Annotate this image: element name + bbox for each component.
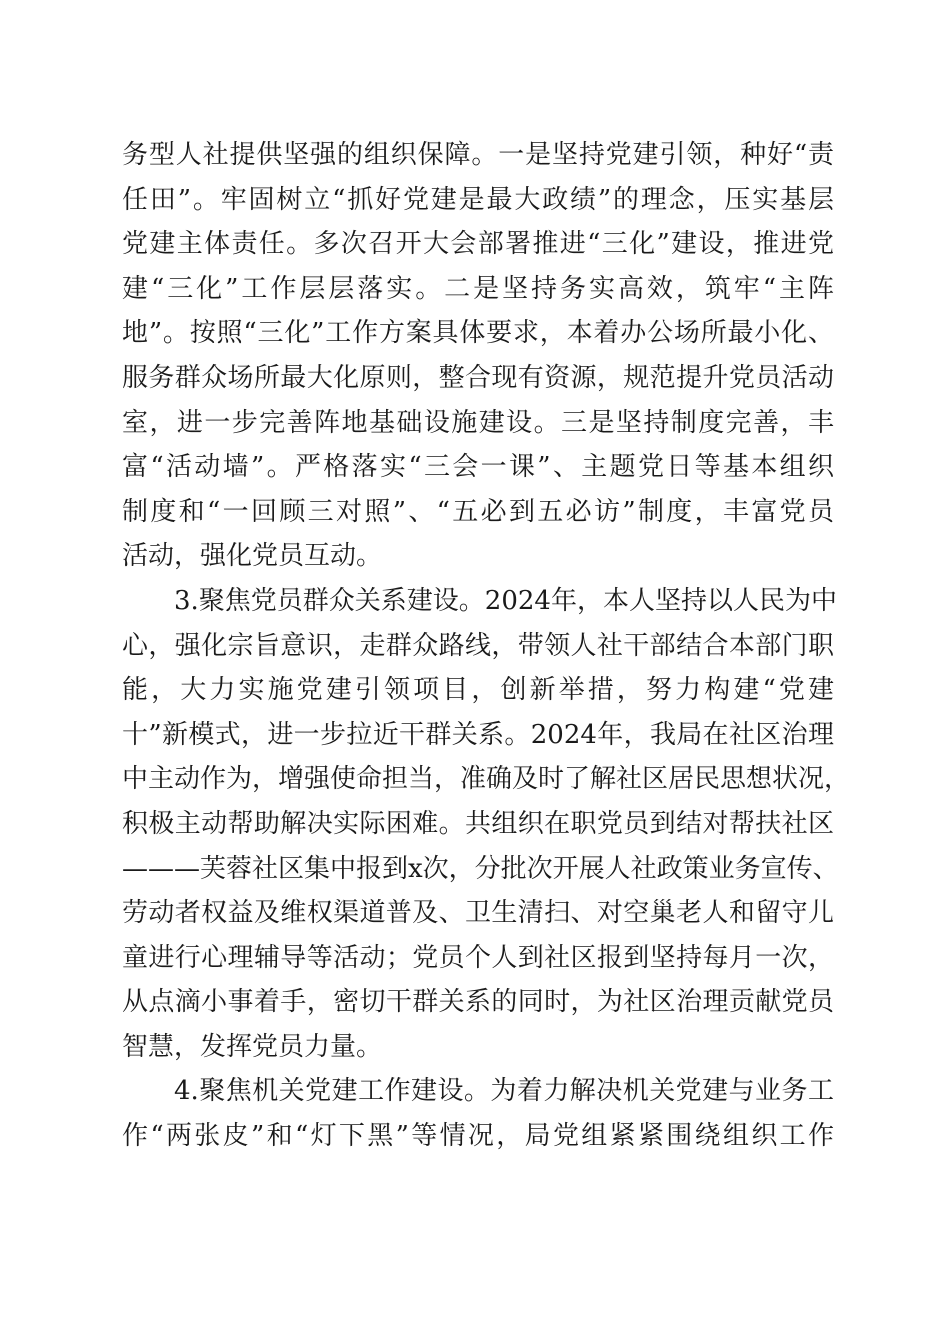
text-line: 制度和“一回顾三对照”、“五必到五必访”制度，丰富党员 [122, 496, 834, 527]
paragraph-3-first-line: 3.聚焦党员群众关系建设。2024年，本人坚持以人民为中 [174, 585, 837, 616]
text-line: 务型人社提供坚强的组织保障。一是坚持党建引领，种好“责 [122, 140, 834, 170]
text-line: 活动，强化党员互动。 [122, 541, 383, 572]
text-line: 中主动作为，增强使命担当，准确及时了解社区居民思想状况， [122, 764, 851, 795]
text-line: 地”。按照“三化”工作方案具体要求，本着办公场所最小化、 [122, 318, 834, 349]
text-line: 作“两张皮”和“灯下黑”等情况，局党组紧紧围绕组织工作 [122, 1121, 834, 1152]
text-line: 智慧，发挥党员力量。 [122, 1031, 383, 1062]
text-line: 富“活动墙”。严格落实“三会一课”、主题党日等基本组织 [122, 452, 834, 483]
text-line: 室，进一步完善阵地基础设施建设。三是坚持制度完善，丰 [122, 407, 834, 438]
text-line: 心，强化宗旨意识，走群众路线，带领人社干部结合本部门职 [122, 630, 834, 661]
text-line: 童进行心理辅导等活动；党员个人到社区报到坚持每月一次， [122, 942, 834, 973]
text-line: 党建主体责任。多次召开大会部署推进“三化”建设，推进党 [122, 229, 834, 260]
text-line: 积极主动帮助解决实际困难。共组织在职党员到结对帮扶社区 [122, 808, 834, 839]
text-line: 建“三化”工作层层落实。二是坚持务实高效，筑牢“主阵 [122, 273, 834, 304]
text-line: 十”新模式，进一步拉近干群关系。2024年，我局在社区治理 [122, 719, 834, 750]
text-line: 能，大力实施党建引领项目，创新举措，努力构建“党建 [122, 675, 834, 706]
document-body [122, 133, 851, 1159]
text-line: 服务群众场所最大化原则，整合现有资源，规范提升党员活动 [122, 362, 834, 393]
paragraph-4-first-line: 4.聚焦机关党建工作建设。为着力解决机关党建与业务工 [174, 1076, 834, 1107]
text-line: 从点滴小事着手，密切干群关系的同时，为社区治理贡献党员 [122, 987, 834, 1018]
text-line: 任田”。牢固树立“抓好党建是最大政绩”的理念，压实基层 [122, 184, 834, 215]
text-line: ———芙蓉社区集中报到x次，分批次开展人社政策业务宣传、 [122, 853, 839, 884]
text-line: 劳动者权益及维权渠道普及、卫生清扫、对空巢老人和留守儿 [122, 898, 834, 929]
